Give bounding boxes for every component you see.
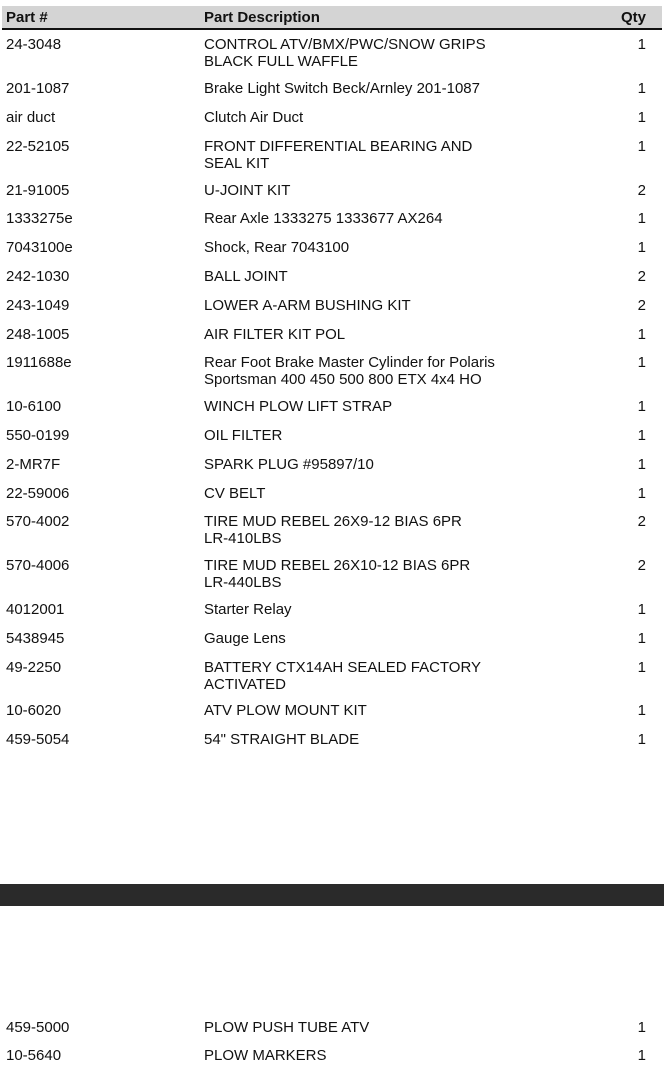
qty: 2 [637,557,646,574]
column-header-part-description: Part Description [204,9,320,26]
part-number: 242-1030 [6,268,70,285]
part-number: 550-0199 [6,427,70,444]
part-number: 21-91005 [6,182,70,199]
part-number: 10-5640 [6,1047,62,1064]
part-description: 54" STRAIGHT BLADE [204,731,360,748]
part-description: U-JOINT KIT [204,182,291,199]
qty: 1 [637,456,646,473]
part-number: 1333275e [6,210,73,227]
part-number: 22-52105 [6,138,70,155]
qty: 1 [637,398,646,415]
part-description: TIRE MUD REBEL 26X10-12 BIAS 6PR LR-440LBS [204,557,471,591]
part-number: 22-59006 [6,485,70,502]
qty: 1 [637,239,646,256]
qty: 1 [637,1047,646,1064]
part-description: Shock, Rear 7043100 [204,239,350,256]
table-header [2,6,662,30]
part-number: 201-1087 [6,80,70,97]
part-description: Brake Light Switch Beck/Arnley 201-1087 [204,80,480,97]
part-description: PLOW MARKERS [204,1047,327,1064]
qty: 1 [637,427,646,444]
part-description: OIL FILTER [204,427,283,444]
part-number: 4012001 [6,601,65,618]
part-description: Rear Axle 1333275 1333677 AX264 [204,210,443,227]
qty: 1 [637,601,646,618]
part-description: CONTROL ATV/BMX/PWC/SNOW GRIPS BLACK FULL WAFFLE [204,36,486,70]
part-description: BALL JOINT [204,268,288,285]
part-description: PLOW PUSH TUBE ATV [204,1019,370,1036]
qty: 1 [637,326,646,343]
qty: 1 [637,485,646,502]
part-number: 243-1049 [6,297,70,314]
qty: 1 [637,630,646,647]
qty: 1 [637,109,646,126]
part-description: CV BELT [204,485,266,502]
column-header-qty: Qty [620,9,646,26]
part-number: 7043100e [6,239,73,256]
part-description: Clutch Air Duct [204,109,304,126]
part-description: Rear Foot Brake Master Cylinder for Polaris Sportsman 400 450 500 800 ETX 4x4 HO [204,354,495,388]
qty: 2 [637,297,646,314]
part-number: air duct [6,109,56,126]
part-description: FRONT DIFFERENTIAL BEARING AND SEAL KIT [204,138,473,172]
part-description: Gauge Lens [204,630,286,647]
qty: 1 [637,138,646,155]
qty: 1 [637,210,646,227]
part-number: 570-4002 [6,513,70,530]
part-number: 24-3048 [6,36,62,53]
qty: 1 [637,354,646,371]
part-description: LOWER A-ARM BUSHING KIT [204,297,411,314]
part-number: 5438945 [6,630,65,647]
part-number: 459-5000 [6,1019,70,1036]
part-description: SPARK PLUG #95897/10 [204,456,374,473]
column-header-part-number: Part # [6,9,48,26]
part-description: BATTERY CTX14AH SEALED FACTORY ACTIVATED [204,659,482,693]
part-number: 10-6100 [6,398,62,415]
qty: 1 [637,659,646,676]
part-number: 248-1005 [6,326,70,343]
part-number: 459-5054 [6,731,70,748]
qty: 1 [637,1019,646,1036]
part-number: 10-6020 [6,702,62,719]
qty: 1 [637,36,646,53]
qty: 2 [637,182,646,199]
qty: 1 [637,702,646,719]
part-number: 570-4006 [6,557,70,574]
part-description: Starter Relay [204,601,292,618]
qty: 1 [637,80,646,97]
part-description: ATV PLOW MOUNT KIT [204,702,367,719]
part-description: AIR FILTER KIT POL [204,326,346,343]
page-separator [0,884,664,906]
part-description: TIRE MUD REBEL 26X9-12 BIAS 6PR LR-410LBS [204,513,462,547]
part-number: 49-2250 [6,659,62,676]
parts-list-page-2 [0,906,664,1066]
part-number: 2-MR7F [6,456,61,473]
part-description: WINCH PLOW LIFT STRAP [204,398,393,415]
qty: 2 [637,268,646,285]
part-number: 1911688e [6,354,72,371]
qty: 1 [637,731,646,748]
qty: 2 [637,513,646,530]
